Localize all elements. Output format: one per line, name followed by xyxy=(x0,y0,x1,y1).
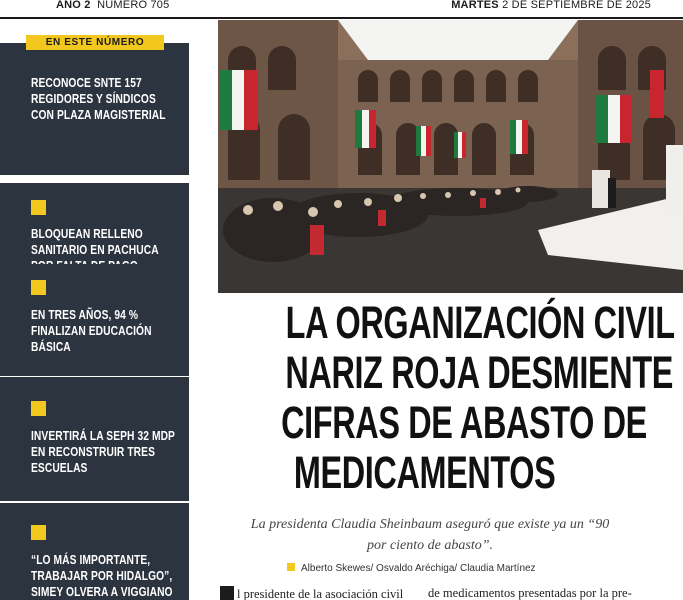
sidebar-item[interactable] xyxy=(0,503,189,600)
sidebar-item[interactable] xyxy=(0,264,189,376)
section-label: EN ESTE NÚMERO xyxy=(26,35,164,50)
headline-line: LA ORGANIZACIÓN CIVIL xyxy=(285,297,675,348)
byline-square-icon xyxy=(287,563,295,571)
sidebar-item-text: BLOQUEAN RELLENO SANITARIO EN PACHUCA xyxy=(31,227,159,257)
weekday: MARTES xyxy=(451,0,499,11)
headline-line: MEDICAMENTOS xyxy=(294,447,556,498)
palace-courtyard-photo xyxy=(218,20,683,293)
sidebar-item[interactable] xyxy=(0,43,189,175)
sidebar-item-text: “LO MÁS IMPORTANTE, TRABAJAR POR HIDALGO”, SIMEY OLVERA A VIGGIANO xyxy=(31,553,173,599)
article-byline xyxy=(287,563,536,575)
article-body-column-1 xyxy=(220,586,410,600)
bullet-square-icon xyxy=(31,280,46,295)
headline-line: CIFRAS DE ABASTO DE xyxy=(281,397,647,448)
byline-text: Alberto Skewes/ Osvaldo Aréchiga/ Claudia Martínez xyxy=(301,563,536,574)
issue-date xyxy=(451,0,651,11)
article-body-column-2: de medicamentos presentadas por la pre- xyxy=(428,586,632,600)
issue-number: NÚMERO 705 xyxy=(97,0,170,11)
headline-line: NARIZ ROJA DESMIENTE xyxy=(285,347,674,398)
date-text: 2 DE SEPTIEMBRE DE 2025 xyxy=(502,0,651,11)
dropcap-icon xyxy=(220,586,234,600)
body-text: l presidente de la asociación civil xyxy=(237,587,404,600)
bullet-square-icon xyxy=(31,200,46,215)
masthead-bar xyxy=(0,0,683,19)
sidebar-item-text: INVERTIRÁ LA SEPH 32 MDP EN RECONSTRUIR TRES ESCUELAS xyxy=(31,429,175,475)
sidebar-item-text: RECONOCE SNTE 157 REGIDORES Y SÍNDICOS CON PLAZA MAGISTERIAL xyxy=(31,76,166,122)
year-label: AÑO 2 xyxy=(56,0,91,11)
bullet-square-icon xyxy=(31,401,46,416)
sidebar-item[interactable] xyxy=(0,377,189,501)
article-deck: La presidenta Claudia Sheinbaum aseguró que existe ya un “90 por ciento de abasto”. xyxy=(250,517,610,553)
sidebar-item-text: EN TRES AÑOS, 94 % FINALIZAN EDUCACIÓN BÁSICA xyxy=(31,308,152,354)
lead-photo xyxy=(218,20,683,293)
article-headline xyxy=(210,297,675,498)
issue-info xyxy=(56,0,169,11)
flag-icon xyxy=(220,70,258,130)
bullet-square-icon xyxy=(31,525,46,540)
